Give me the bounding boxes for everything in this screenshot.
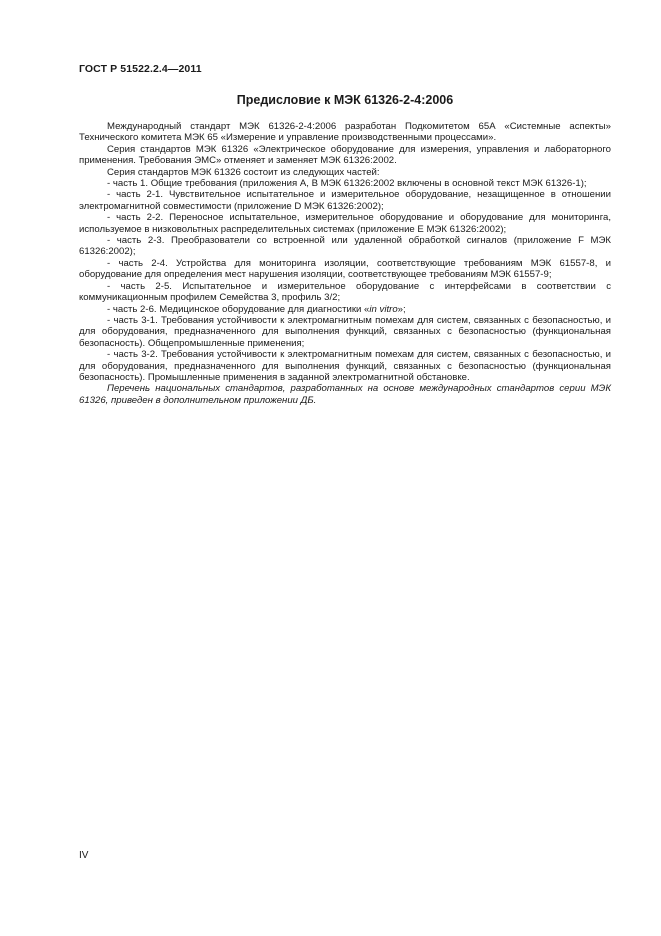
document-body (79, 121, 611, 406)
list-item-part-2-4: - часть 2-4. Устройства для мониторинга изоляции, соответствующие требованиям МЭК 61557-8, и оборудование для определения мест нарушения изоляции, соответствующее требованиям МЭК 61557-9; (79, 257, 611, 281)
list-item-part-1: - часть 1. Общие требования (приложения А, В МЭК 61326:2002 включены в основной текст МЭК 61326-1); (107, 178, 587, 190)
list-item-part-2-3: - часть 2-3. Преобразователи со встроенной или удаленной обработкой сигналов (приложение F МЭК 61326:2002); (79, 235, 611, 258)
page-number: IV (79, 850, 89, 861)
list-item-part-2-2: - часть 2-2. Переносное испытательное, измерительное оборудование и оборудование для мониторинга, используемое в низковольтных распределительных системах (приложение Е МЭК 61326:2002); (79, 212, 611, 235)
page-title: Предисловие к МЭК 61326-2-4:2006 (236, 93, 454, 107)
list-item-part-2-1: - часть 2-1. Чувствительное испытательное и измерительное оборудование, незащищенное в отношении электромагнитной совместимости (приложение D МЭК 61326:2002); (79, 189, 611, 212)
list-item-part-2-6: - часть 2-6. Медицинское оборудование для диагностики «in vitro»; (107, 303, 406, 315)
paragraph-parts-intro: Серия стандартов МЭК 61326 состоит из следующих частей: (107, 166, 380, 178)
paragraph-series: Серия стандартов МЭК 61326 «Электрическое оборудование для измерения, управления и лабораторного применения. Требования ЭМС» отменяет и заменяет МЭК 61326:2002. (79, 143, 611, 167)
latin-term: in vitro (369, 303, 398, 315)
list-item-part-3-2: - часть 3-2. Требования устойчивости к электромагнитным помехам для систем, связанных с безопасностью, и для оборудования, предназначенного для выполнения функций, связанных с безопасностью (функциональная безопасность). Промышленные применения в заданной электромагнитной обстановке. (79, 349, 611, 383)
list-item-part-3-1: - часть 3-1. Требования устойчивости к электромагнитным помехам для систем, связанных с безопасностью, и для оборудования, предназначенного для выполнения функций, связанных с безопасностью (функциональная безопасность). Общепромышленные применения; (79, 314, 611, 349)
paragraph-intro: Международный стандарт МЭК 61326-2-4:2006 разработан Подкомитетом 65А «Системные аспекты» Технического комитета МЭК 65 «Измерение и управление производственными процессами». (79, 121, 611, 144)
list-item-part-2-5: - часть 2-5. Испытательное и измерительное оборудование с интерфейсами в соответствии с коммуникационным профилем Семейства 3, профиль 3/2; (79, 280, 611, 304)
document-header: ГОСТ Р 51522.2.4—2011 (79, 63, 202, 75)
note-paragraph: Перечень национальных стандартов, разработанных на основе международных стандартов серии МЭК 61326, приведен в дополнительном приложении ДБ. (79, 383, 611, 406)
